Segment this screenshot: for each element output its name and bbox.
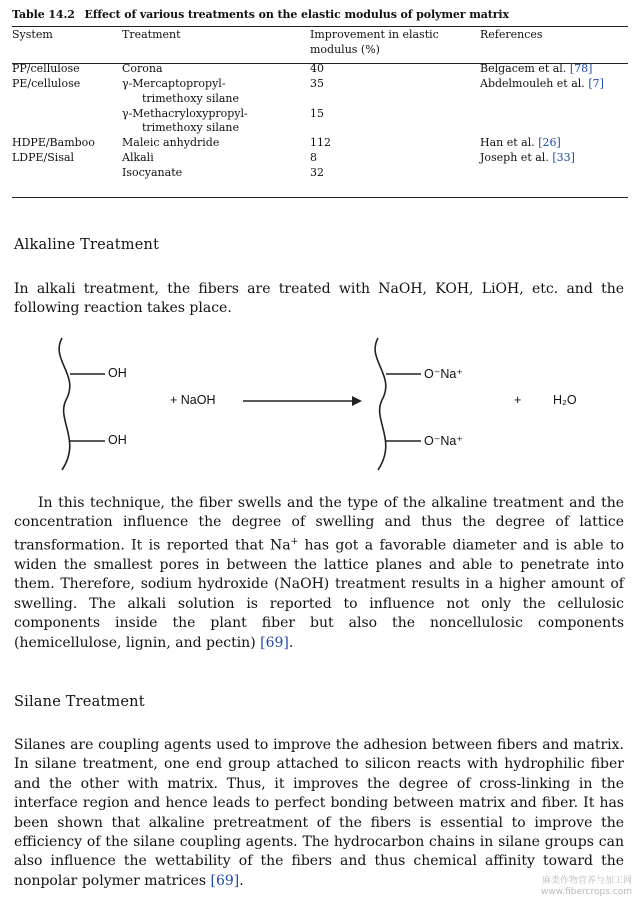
cell-reference [480, 136, 628, 151]
table-row [12, 107, 628, 137]
silane-heading: Silane Treatment [14, 694, 145, 710]
cell-treatment [122, 77, 310, 107]
table-body [12, 62, 628, 181]
table-row [12, 151, 628, 166]
reference-citation[interactable]: [7] [588, 76, 604, 90]
col-header-references: References [480, 28, 543, 41]
reference-citation[interactable]: [26] [538, 136, 561, 150]
fiber-strand-right [375, 338, 386, 470]
table-row [12, 166, 628, 181]
cell-treatment [122, 166, 310, 181]
cell-system: PP/cellulose [12, 62, 80, 75]
water-label: H₂O [553, 393, 577, 407]
table-header-row [12, 28, 628, 62]
hydroxyl-bottom-label: OH [108, 433, 127, 447]
reference-author: Han et al. [480, 136, 535, 150]
col-header-improvement-line2: modulus (%) [310, 42, 380, 56]
reference-author: Joseph et al. [480, 151, 549, 165]
treatment-name: Maleic anhydride [122, 136, 220, 150]
table-row [12, 136, 628, 151]
watermark-line-1: 麻类作物营养与加工网 [541, 876, 632, 886]
silane-body [14, 736, 624, 891]
reaction-drawing [0, 330, 640, 480]
table-top-rule [12, 26, 628, 27]
cell-improvement: 40 [310, 62, 324, 75]
cell-reference [480, 151, 628, 166]
cell-treatment [122, 151, 310, 166]
cell-reference [480, 166, 628, 181]
treatment-name: γ-Methacryloxypropyl- [122, 106, 248, 120]
treatment-name: Alkali [122, 151, 154, 165]
treatment-name-continued: trimethoxy silane [142, 91, 240, 105]
cell-improvement: 8 [310, 151, 317, 165]
alkaline-intro: In alkali treatment, the fibers are treated with NaOH, KOH, LiOH, etc. and the following reaction takes place. [14, 281, 624, 317]
col-header-system: System [12, 28, 53, 41]
table-caption [12, 8, 628, 21]
product-top-label: O⁻Na⁺ [424, 367, 463, 381]
cell-system: PE/cellulose [12, 76, 81, 90]
site-watermark [541, 876, 632, 898]
cell-treatment [122, 62, 310, 77]
cell-improvement: 15 [310, 106, 324, 120]
treatment-name: γ-Mercaptopropyl- [122, 76, 226, 90]
cell-reference [480, 77, 628, 107]
cell-system: HDPE/Bamboo [12, 136, 95, 150]
col-header-improvement [310, 28, 480, 62]
col-header-improvement-line1: Improvement in elastic [310, 28, 439, 41]
treatment-name-continued: trimethoxy silane [142, 121, 240, 135]
cell-improvement: 112 [310, 136, 331, 150]
cell-improvement: 35 [310, 76, 324, 90]
cell-reference [480, 107, 628, 137]
silane-body-text: Silanes are coupling agents used to improve the adhesion between fibers and matrix. In silane treatment, one end group attached to silicon reacts with hydrophilic fiber and the other with matrix. Thus, it improves the degree of cross-linking in the interface region and hence leads to perfect bonding between matrix and fiber. It has been shown that alkaline pretreatment of the fibers is essential to improve the efficiency of the silane coupling agents. The hydrocarbon chains in silane groups can also influence the wettability of the fibers and thus chemical affinity toward the nonpolar polymer matrices [14, 737, 624, 889]
cell-system: LDPE/Sisal [12, 151, 75, 165]
alkaline-heading: Alkaline Treatment [14, 237, 160, 253]
citation-69-silane[interactable]: [69] [210, 872, 240, 889]
reference-author: Belgacem et al. [480, 62, 567, 75]
sodium-charge: + [290, 536, 299, 547]
plus-sign: + [514, 393, 522, 407]
product-bottom-label: O⁻Na⁺ [424, 434, 463, 448]
hydroxyl-top-label: OH [108, 366, 127, 380]
reference-author: Abdelmouleh et al. [480, 76, 585, 90]
watermark-line-2: www.fibercrops.com [541, 887, 632, 897]
alkaline-body-end: . [288, 634, 294, 651]
table-row [12, 77, 628, 107]
silane-body-end: . [239, 872, 244, 889]
treatment-name: Isocyanate [122, 165, 183, 179]
table-bottom-rule [12, 197, 628, 198]
table-title: Effect of various treatments on the elastic modulus of polymer matrix [84, 8, 509, 21]
cell-system [12, 166, 122, 181]
alkaline-body-text-1: In this technique, the fiber swells and the type of the alkaline treatment and the concentration influence the degree of swelling and thus the degree of lattice transformation. It is reported that Na [14, 495, 624, 554]
cell-treatment [122, 107, 310, 137]
cell-treatment [122, 136, 310, 151]
reaction-arrow-head [352, 396, 362, 406]
fiber-strand-left [59, 338, 70, 470]
treatment-name: Corona [122, 62, 163, 75]
alkaline-body [14, 494, 624, 653]
reaction-scheme [0, 330, 640, 480]
reagent-label: + NaOH [170, 393, 216, 407]
reference-citation[interactable]: [33] [552, 151, 575, 165]
cell-system [12, 107, 122, 137]
col-header-treatment: Treatment [122, 28, 181, 41]
alkaline-body-text-2: has got a favorable diameter and is able to widen the smallest pores in between the lattice planes and able to penetrate into them. Therefore, sodium hydroxide (NaOH) treatment results in a higher amount of swelling. The alkali solution is reported to influence not only the cellulosic components inside the plant fiber but also the noncellulosic components (hemicellulose, lignin, and pectin) [14, 537, 624, 651]
cell-reference [480, 62, 628, 77]
table-label: Table 14.2 [12, 8, 75, 21]
citation-69-alkaline[interactable]: [69] [260, 634, 289, 651]
treatment-table [12, 28, 628, 181]
table-row [12, 62, 628, 77]
reference-citation[interactable]: [78] [569, 62, 593, 75]
cell-improvement: 32 [310, 165, 324, 179]
